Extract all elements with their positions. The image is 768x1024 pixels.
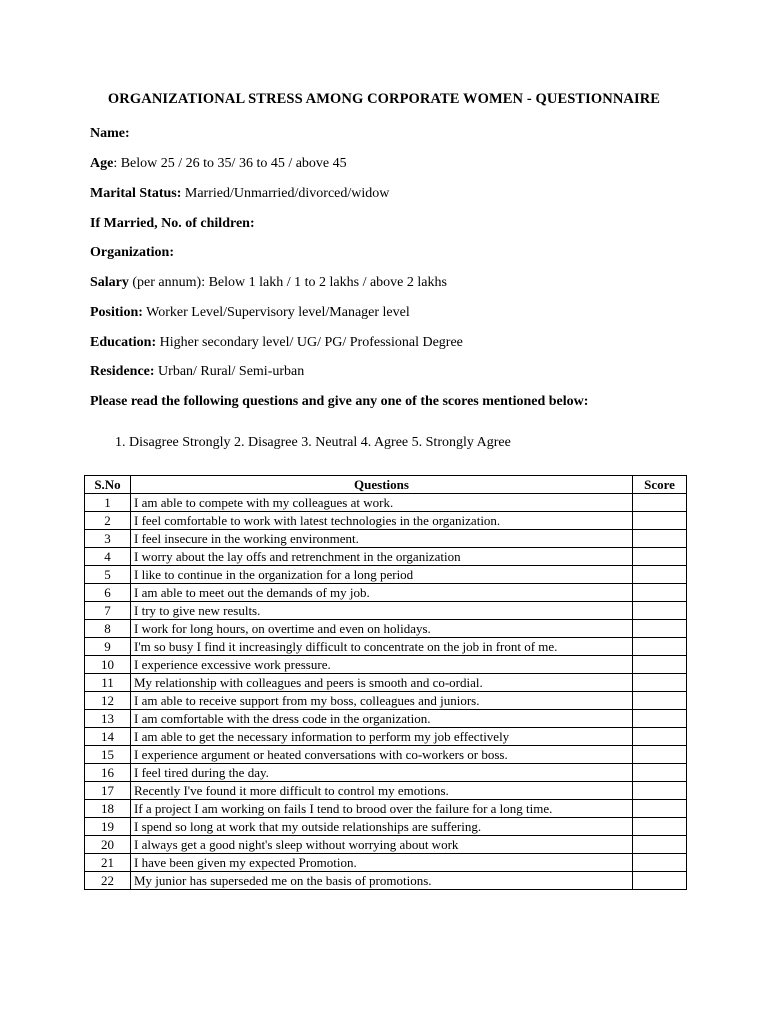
row-sno: 1 <box>85 494 131 512</box>
row-question: I spend so long at work that my outside relationships are suffering. <box>131 818 633 836</box>
table-row <box>85 710 687 728</box>
table-row <box>85 602 687 620</box>
table-row <box>85 800 687 818</box>
row-score-cell[interactable] <box>633 620 687 638</box>
table-row <box>85 494 687 512</box>
field-education <box>90 335 463 351</box>
table-row <box>85 728 687 746</box>
row-score-cell[interactable] <box>633 782 687 800</box>
row-sno: 16 <box>85 764 131 782</box>
row-question: My junior has superseded me on the basis of promotions. <box>131 872 633 890</box>
row-score-cell[interactable] <box>633 566 687 584</box>
row-sno: 13 <box>85 710 131 728</box>
row-score-cell[interactable] <box>633 674 687 692</box>
table-row <box>85 548 687 566</box>
row-sno: 4 <box>85 548 131 566</box>
row-score-cell[interactable] <box>633 512 687 530</box>
row-score-cell[interactable] <box>633 530 687 548</box>
row-sno: 20 <box>85 836 131 854</box>
row-score-cell[interactable] <box>633 602 687 620</box>
header-sno: S.No <box>85 476 131 494</box>
row-sno: 14 <box>85 728 131 746</box>
field-organization <box>90 245 174 261</box>
row-question: Recently I've found it more difficult to control my emotions. <box>131 782 633 800</box>
row-sno: 18 <box>85 800 131 818</box>
row-sno: 2 <box>85 512 131 530</box>
row-score-cell[interactable] <box>633 548 687 566</box>
field-name <box>90 126 130 142</box>
field-salary-label: Salary <box>90 275 129 290</box>
row-sno: 8 <box>85 620 131 638</box>
field-age-label: Age <box>90 156 114 171</box>
row-score-cell[interactable] <box>633 854 687 872</box>
score-scale: 1. Disagree Strongly 2. Disagree 3. Neutral 4. Agree 5. Strongly Agree <box>115 435 511 450</box>
row-question: If a project I am working on fails I tend to brood over the failure for a long time. <box>131 800 633 818</box>
row-score-cell[interactable] <box>633 710 687 728</box>
field-children-label: If Married, No. of children: <box>90 216 255 231</box>
header-questions: Questions <box>131 476 633 494</box>
field-residence-label: Residence: <box>90 364 155 379</box>
table-row <box>85 872 687 890</box>
row-sno: 11 <box>85 674 131 692</box>
row-question: I feel tired during the day. <box>131 764 633 782</box>
table-row <box>85 764 687 782</box>
questionnaire-table <box>84 475 687 890</box>
field-salary-value: (per annum): Below 1 lakh / 1 to 2 lakhs / above 2 lakhs <box>128 275 447 290</box>
row-sno: 10 <box>85 656 131 674</box>
row-score-cell[interactable] <box>633 746 687 764</box>
table-row <box>85 620 687 638</box>
field-position-label: Position: <box>90 305 143 320</box>
table-row <box>85 692 687 710</box>
row-question: I'm so busy I find it increasingly difficult to concentrate on the job in front of me. <box>131 638 633 656</box>
field-salary <box>90 275 447 291</box>
table-row <box>85 584 687 602</box>
row-question: I like to continue in the organization for a long period <box>131 566 633 584</box>
table-row <box>85 674 687 692</box>
field-organization-label: Organization: <box>90 245 174 260</box>
table-row <box>85 854 687 872</box>
field-marital-status-value: Married/Unmarried/divorced/widow <box>181 186 390 201</box>
row-sno: 17 <box>85 782 131 800</box>
table-row <box>85 782 687 800</box>
row-question: I am able to compete with my colleagues at work. <box>131 494 633 512</box>
row-question: I have been given my expected Promotion. <box>131 854 633 872</box>
field-position <box>90 305 410 321</box>
table-row <box>85 638 687 656</box>
table-row <box>85 512 687 530</box>
row-question: I feel comfortable to work with latest technologies in the organization. <box>131 512 633 530</box>
row-sno: 5 <box>85 566 131 584</box>
row-question: I feel insecure in the working environment. <box>131 530 633 548</box>
table-row <box>85 566 687 584</box>
row-sno: 7 <box>85 602 131 620</box>
field-position-value: Worker Level/Supervisory level/Manager level <box>142 305 410 320</box>
row-question: My relationship with colleagues and peers is smooth and co-ordial. <box>131 674 633 692</box>
row-question: I am comfortable with the dress code in the organization. <box>131 710 633 728</box>
field-name-label: Name: <box>90 126 130 141</box>
field-marital-status <box>90 186 389 202</box>
table-row <box>85 530 687 548</box>
field-education-value: Higher secondary level/ UG/ PG/ Professional Degree <box>156 335 463 350</box>
row-question: I am able to meet out the demands of my job. <box>131 584 633 602</box>
row-sno: 9 <box>85 638 131 656</box>
row-score-cell[interactable] <box>633 764 687 782</box>
row-sno: 22 <box>85 872 131 890</box>
header-score: Score <box>633 476 687 494</box>
field-age <box>90 156 347 172</box>
table-row <box>85 746 687 764</box>
row-sno: 21 <box>85 854 131 872</box>
row-question: I am able to receive support from my boss, colleagues and juniors. <box>131 692 633 710</box>
table-row <box>85 656 687 674</box>
row-score-cell[interactable] <box>633 818 687 836</box>
table-row <box>85 836 687 854</box>
row-score-cell[interactable] <box>633 800 687 818</box>
document-title: ORGANIZATIONAL STRESS AMONG CORPORATE WOMEN - QUESTIONNAIRE <box>107 91 661 107</box>
table-header-row <box>85 476 687 494</box>
field-marital-status-label: Marital Status: <box>90 186 182 201</box>
row-sno: 15 <box>85 746 131 764</box>
row-question: I worry about the lay offs and retrenchment in the organization <box>131 548 633 566</box>
field-children <box>90 216 255 232</box>
row-question: I work for long hours, on overtime and even on holidays. <box>131 620 633 638</box>
row-score-cell[interactable] <box>633 656 687 674</box>
instructions: Please read the following questions and give any one of the scores mentioned below: <box>90 394 589 409</box>
row-question: I always get a good night's sleep without worrying about work <box>131 836 633 854</box>
table-row <box>85 818 687 836</box>
row-question: I try to give new results. <box>131 602 633 620</box>
row-sno: 3 <box>85 530 131 548</box>
row-question: I am able to get the necessary information to perform my job effectively <box>131 728 633 746</box>
row-score-cell[interactable] <box>633 872 687 890</box>
field-residence-value: Urban/ Rural/ Semi-urban <box>154 364 305 379</box>
row-score-cell[interactable] <box>633 836 687 854</box>
row-score-cell[interactable] <box>633 728 687 746</box>
row-score-cell[interactable] <box>633 692 687 710</box>
field-education-label: Education: <box>90 335 157 350</box>
row-sno: 12 <box>85 692 131 710</box>
field-age-value: : Below 25 / 26 to 35/ 36 to 45 / above 45 <box>113 156 347 171</box>
row-score-cell[interactable] <box>633 638 687 656</box>
row-sno: 19 <box>85 818 131 836</box>
row-score-cell[interactable] <box>633 494 687 512</box>
row-question: I experience argument or heated conversations with co-workers or boss. <box>131 746 633 764</box>
row-question: I experience excessive work pressure. <box>131 656 633 674</box>
field-residence <box>90 364 304 380</box>
row-score-cell[interactable] <box>633 584 687 602</box>
row-sno: 6 <box>85 584 131 602</box>
